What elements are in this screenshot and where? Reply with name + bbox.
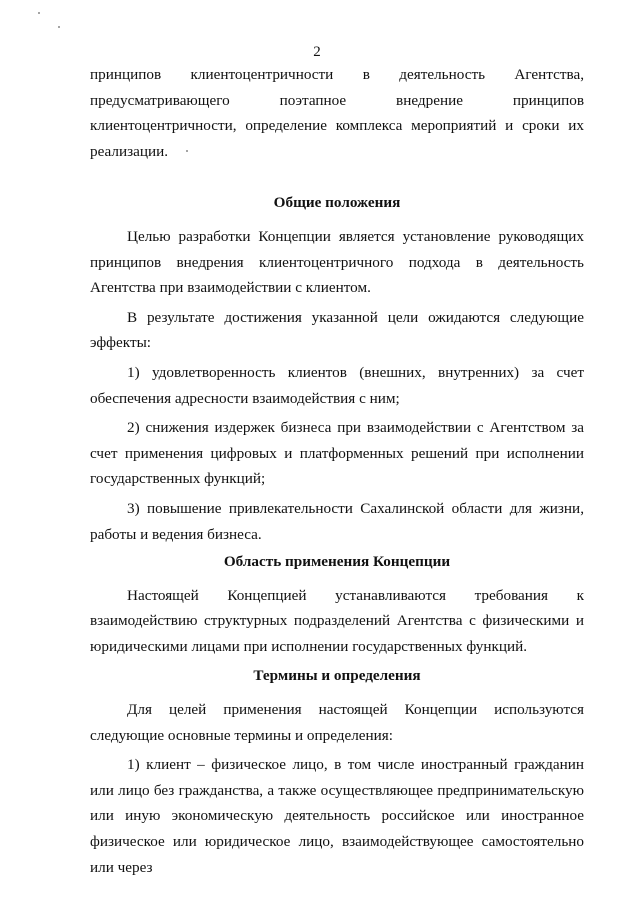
document-body	[90, 62, 584, 880]
section-heading-general: Общие положения	[273, 194, 401, 212]
scan-speck	[38, 12, 40, 14]
intro-paragraph: принципов клиентоцентричности в деятельность Агентства, предусматривающего поэтапное внедрение принципов клиентоцентричности, определение комплекса мероприятий и сроки их реализации.	[90, 66, 584, 160]
paragraph-purpose: Целью разработки Концепции является установление руководящих принципов внедрения клиентоцентричного подхода в деятельность Агентства при взаимодействии с клиентом.	[90, 227, 584, 297]
page-number: 2	[313, 44, 321, 60]
scan-speck	[186, 150, 188, 152]
paragraph-terms-intro: Для целей применения настоящей Концепции используются следующие основные термины и определения:	[90, 701, 584, 744]
scan-speck	[58, 26, 60, 28]
list-item-effect-3: 3) повышение привлекательности Сахалинской области для жизни, работы и ведения бизнеса.	[90, 499, 584, 543]
section-heading-terms: Термины и определения	[253, 667, 421, 685]
section-heading-scope: Область применения Концепции	[223, 553, 451, 571]
list-item-effect-2: 2) снижения издержек бизнеса при взаимодействии с Агентством за счет применения цифровых и платформенных решений при исполнении государственных функций;	[90, 419, 584, 488]
paragraph-scope: Настоящей Концепцией устанавливаются требования к взаимодействию структурных подразделений Агентства с физическими и юридическими лицами при исполнении государственных функций.	[90, 586, 584, 655]
list-item-term-client: 1) клиент – физическое лицо, в том числе иностранный гражданин или лицо без гражданства, а также осуществляющее предпринимательскую или иную экономическую деятельность российское или иностранное физическое или юридическое лицо, взаимодействующее самостоятельно или через	[90, 756, 584, 876]
paragraph-effects-intro: В результате достижения указанной цели ожидаются следующие эффекты:	[90, 308, 584, 352]
list-item-effect-1: 1) удовлетворенность клиентов (внешних, внутренних) за счет обеспечения адресности взаимодействия с ним;	[90, 363, 584, 407]
